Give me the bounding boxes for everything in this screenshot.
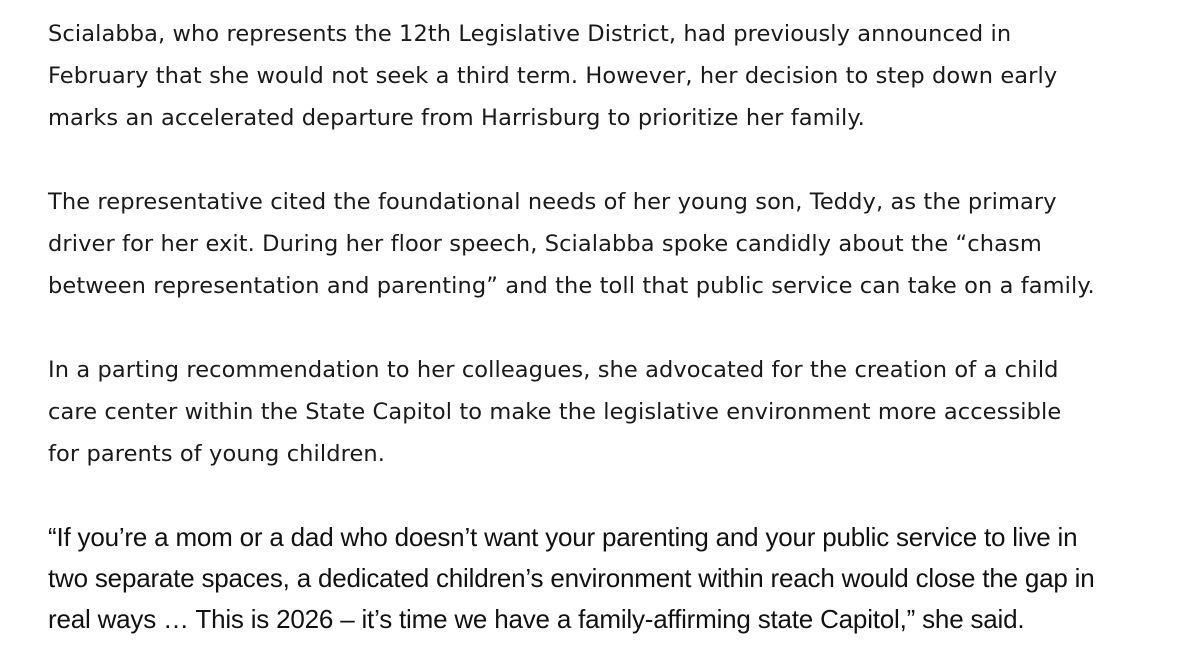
paragraph-spacer [48,307,1188,349]
paragraph-spacer [48,139,1188,181]
article-paragraph: In a parting recommendation to her colleagues, she advocated for the creation of a child care center within the State Capitol to make the legislative environment more accessible for parents of young children. [48,357,1062,467]
paragraph-spacer [48,475,1188,517]
article-paragraph: Scialabba, who represents the 12th Legislative District, had previously announced in February that she would not seek a third term. However, her decision to step down early marks an accelerated departure from Harrisburg to prioritize her family. [48,21,1058,131]
article-body [48,13,1188,640]
article-paragraph: The representative cited the foundational needs of her young son, Teddy, as the primary driver for her exit. During her floor speech, Scialabba spoke candidly about the “chasm between representation and parenting” and the toll that public service can take on a family. [48,189,1095,299]
pull-quote: “If you’re a mom or a dad who doesn’t want your parenting and your public service to live in two separate spaces, a dedicated children’s environment within reach would close the gap in real ways … This is 2026 – it’s time we have a family-affirming state Capitol,” she said. [48,522,1095,634]
